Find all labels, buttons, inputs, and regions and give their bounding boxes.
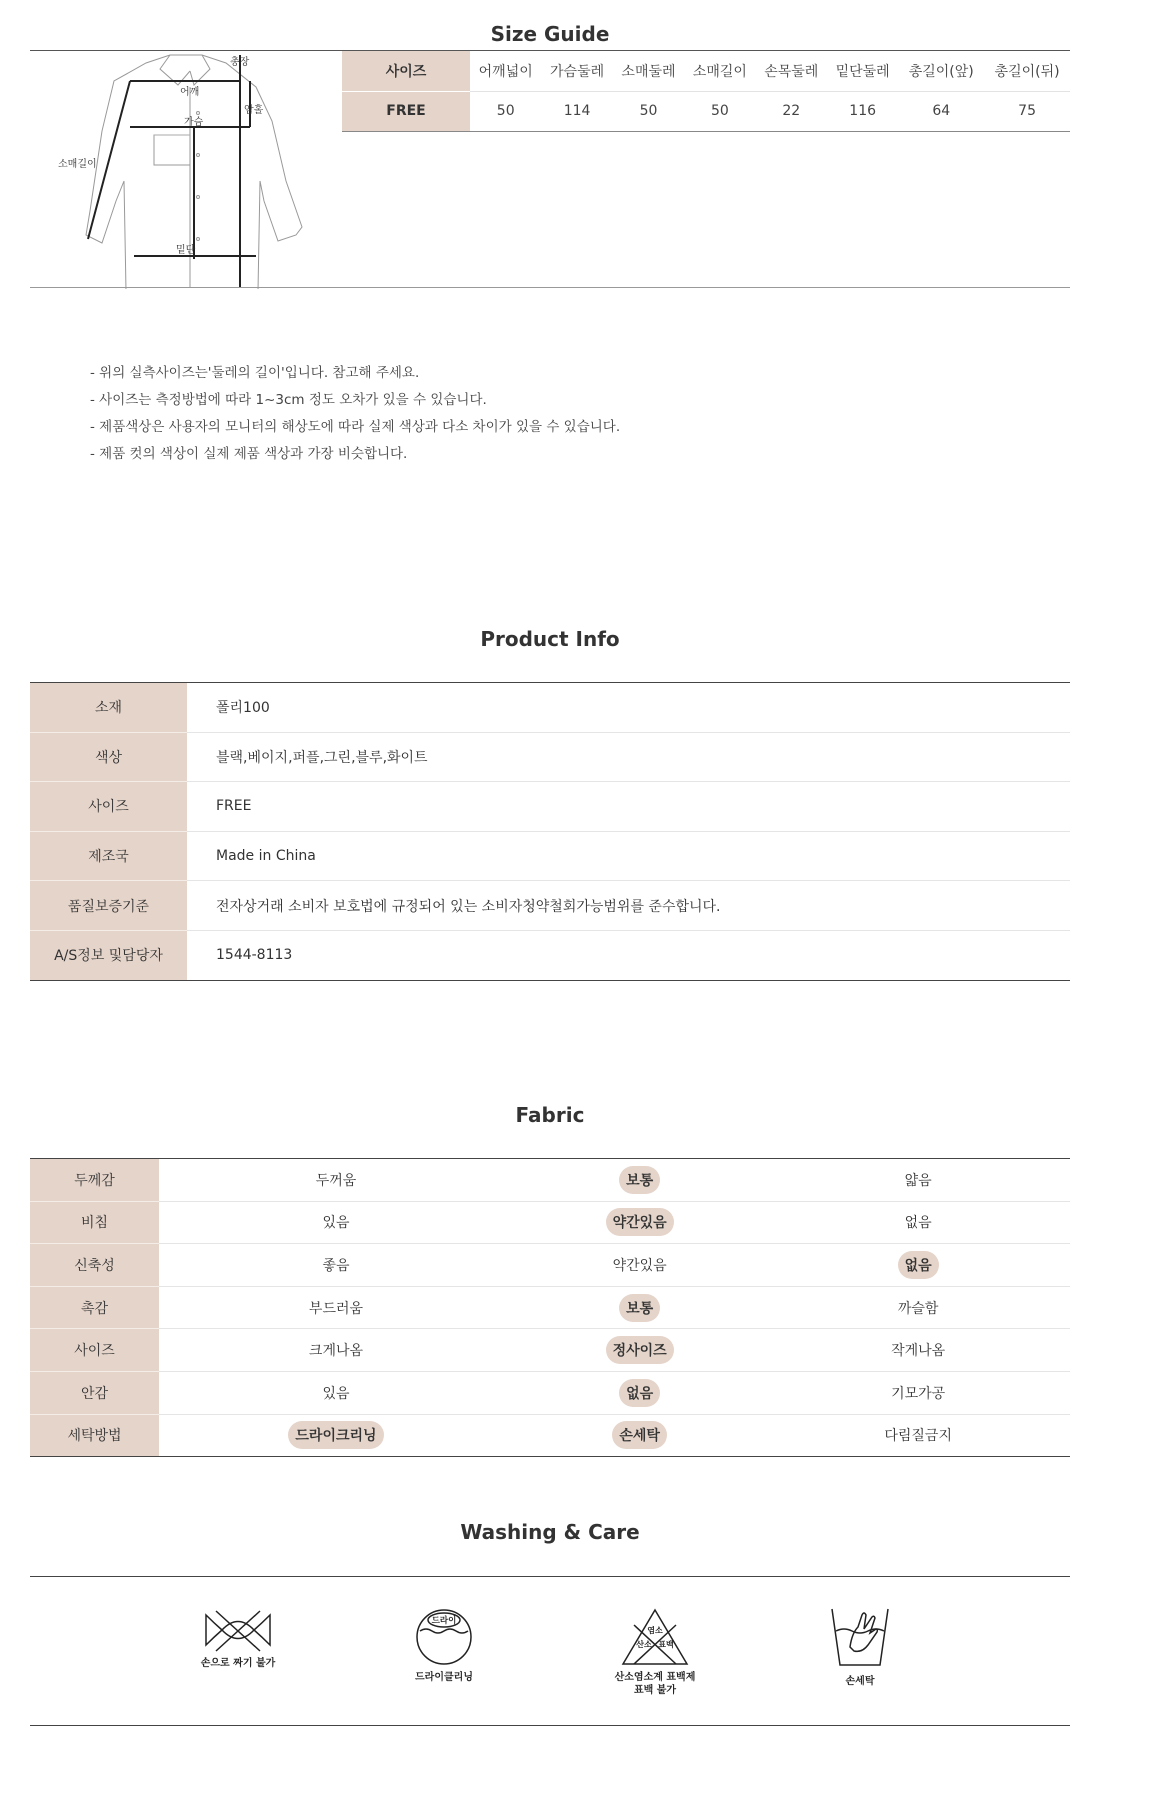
fabric-option-selected: 없음 [898,1251,939,1279]
product-info-label: 색상 [30,732,187,782]
size-col-header: 총길이(뒤) [984,51,1070,91]
care-item-hand-wash [790,1607,930,1688]
diagram-label-armhole: 암홀 [244,105,264,116]
no-bleach-icon-text: 산소 [636,1640,652,1649]
care-item-no-wring [168,1607,308,1670]
product-info-row [30,930,1070,980]
product-info-title: Product Info [480,627,620,651]
product-info-row [30,683,1070,733]
fabric-option-selected: 없음 [619,1379,660,1407]
note-line: - 사이즈는 측정방법에 따라 1~3cm 정도 오차가 있을 수 있습니다. [90,392,487,408]
size-col-header: 총길이(앞) [898,51,984,91]
fabric-label: 비침 [30,1201,159,1244]
fabric-option-cell [513,1371,766,1414]
fabric-option-cell [159,1414,513,1457]
fabric-option: 까슬함 [897,1300,939,1317]
fabric-option: 있음 [322,1385,350,1402]
fabric-option-cell [766,1371,1070,1414]
size-cell: 50 [613,91,684,131]
size-row-label: FREE [342,91,470,131]
size-col-header: 가슴둘레 [541,51,612,91]
fabric-row [30,1329,1070,1372]
size-header-label: 사이즈 [342,51,470,91]
fabric-option-cell [513,1159,766,1202]
fabric-option-selected: 드라이크리닝 [288,1421,383,1449]
product-info-row [30,881,1070,931]
care-label-line: 표백 불가 [633,1685,677,1696]
size-notes [90,360,620,468]
diagram-label-chest: 가슴 [184,117,204,128]
fabric-option-cell [513,1329,766,1372]
fabric-row [30,1244,1070,1287]
no-bleach-icon-text: 염소 [647,1626,663,1635]
fabric-option-cell [766,1244,1070,1287]
size-table-row [342,91,1070,131]
fabric-option: 약간있음 [612,1257,667,1274]
note-line: - 제품색상은 사용자의 모니터의 해상도에 따라 실제 색상과 다소 차이가 있을 수 있습니다. [90,419,621,435]
fabric-label: 촉감 [30,1286,159,1329]
product-info-label: A/S정보 및담당자 [30,930,187,980]
size-cell: 114 [541,91,612,131]
size-guide-section [30,50,1070,288]
size-cell: 50 [470,91,541,131]
fabric-option: 있음 [322,1215,350,1232]
fabric-option-cell [159,1244,513,1287]
note-line: - 위의 실측사이즈는'둘레의 길이'입니다. 참고해 주세요. [90,365,420,381]
product-info-label: 품질보증기준 [30,881,187,931]
product-info-label: 소재 [30,683,187,733]
fabric-option: 크게나옴 [308,1343,364,1360]
fabric-option-cell [766,1414,1070,1457]
shirt-diagram [50,51,350,289]
fabric-option-selected: 정사이즈 [606,1336,674,1364]
fabric-option-cell [159,1159,513,1202]
washing-care-section [30,1576,1070,1726]
product-info-label: 제조국 [30,831,187,881]
diagram-label-hem: 밑단 [176,245,196,256]
fabric-title: Fabric [515,1103,585,1127]
fabric-option-selected: 약간있음 [606,1208,674,1236]
fabric-option-selected: 손세탁 [612,1421,667,1449]
note-line: - 제품 컷의 색상이 실제 제품 색상과 가장 비슷합니다. [90,446,408,462]
size-cell: 75 [984,91,1070,131]
fabric-option: 기모가공 [891,1385,946,1402]
size-col-header: 소매길이 [684,51,755,91]
fabric-row [30,1286,1070,1329]
fabric-option: 없음 [904,1215,932,1232]
fabric-option-cell [766,1201,1070,1244]
size-cell: 64 [898,91,984,131]
fabric-option: 두꺼움 [315,1172,357,1189]
product-info-row [30,732,1070,782]
fabric-option-cell [513,1244,766,1287]
size-col-header: 손목둘레 [756,51,827,91]
fabric-row [30,1201,1070,1244]
product-info-value: 1544-8113 [216,947,293,964]
fabric-label: 안감 [30,1371,159,1414]
size-guide-title: Size Guide [490,22,610,46]
care-item-dry-clean [374,1607,514,1684]
fabric-option-cell [513,1286,766,1329]
care-label [585,1671,725,1697]
size-table-header [342,51,1070,91]
fabric-row [30,1159,1070,1202]
product-info-value: Made in China [187,831,1070,881]
hand-wash-icon [828,1607,892,1671]
product-info-value: 폴리100 [187,683,1070,733]
dry-clean-icon-text: 드라이 [431,1616,457,1626]
fabric-row [30,1371,1070,1414]
no-bleach-icon [620,1607,690,1667]
size-table [342,51,1070,132]
fabric-option-selected: 보통 [619,1294,660,1322]
fabric-option: 다림질금지 [884,1428,952,1445]
washing-care-title: Washing & Care [460,1520,640,1544]
diagram-label-total-length: 총장 [230,57,250,68]
fabric-option: 얇음 [904,1172,932,1189]
fabric-option: 부드러움 [308,1300,364,1317]
fabric-option-cell [159,1329,513,1372]
product-info-label: 사이즈 [30,782,187,832]
fabric-option-cell [513,1201,766,1244]
diagram-label-sleeve: 소매길이 [58,159,97,170]
fabric-table [30,1158,1070,1457]
size-cell: 50 [684,91,755,131]
size-cell: 22 [756,91,827,131]
product-info-row [30,782,1070,832]
fabric-option: 좋음 [322,1257,350,1274]
fabric-label: 두께감 [30,1159,159,1202]
no-wring-icon [202,1607,274,1653]
care-item-no-bleach [585,1607,725,1697]
fabric-option-cell [513,1414,766,1457]
size-col-header: 소매둘레 [613,51,684,91]
product-info-value: 블랙,베이지,퍼플,그린,블루,화이트 [187,732,1070,782]
product-info-row [30,831,1070,881]
care-label: 드라이클리닝 [415,1672,473,1683]
product-info-value: FREE [187,782,1070,832]
size-col-header: 어깨넓이 [470,51,541,91]
fabric-option-cell [766,1286,1070,1329]
diagram-label-shoulder: 어깨 [180,87,200,98]
fabric-option-cell [766,1329,1070,1372]
fabric-label: 세탁방법 [30,1414,159,1457]
care-label: 손세탁 [845,1676,875,1687]
care-label: 손으로 짜기 불가 [200,1658,276,1669]
size-col-header: 밑단둘레 [827,51,898,91]
no-bleach-icon-text: 표백 [658,1640,674,1649]
fabric-label: 사이즈 [30,1329,159,1372]
product-info-value: 전자상거래 소비자 보호법에 규정되어 있는 소비자청약철회가능범위를 준수합니다. [187,881,1070,931]
product-info-table [30,682,1070,981]
fabric-option-selected: 보통 [619,1166,660,1194]
size-cell: 116 [827,91,898,131]
dry-clean-icon [414,1607,474,1667]
fabric-row [30,1414,1070,1457]
fabric-option-cell [159,1286,513,1329]
fabric-option-cell [766,1159,1070,1202]
fabric-option-cell [159,1371,513,1414]
care-label-line: 산소염소계 표백제 [614,1672,696,1683]
fabric-option-cell [159,1201,513,1244]
fabric-option: 작게나옴 [891,1343,946,1360]
fabric-label: 신축성 [30,1244,159,1287]
